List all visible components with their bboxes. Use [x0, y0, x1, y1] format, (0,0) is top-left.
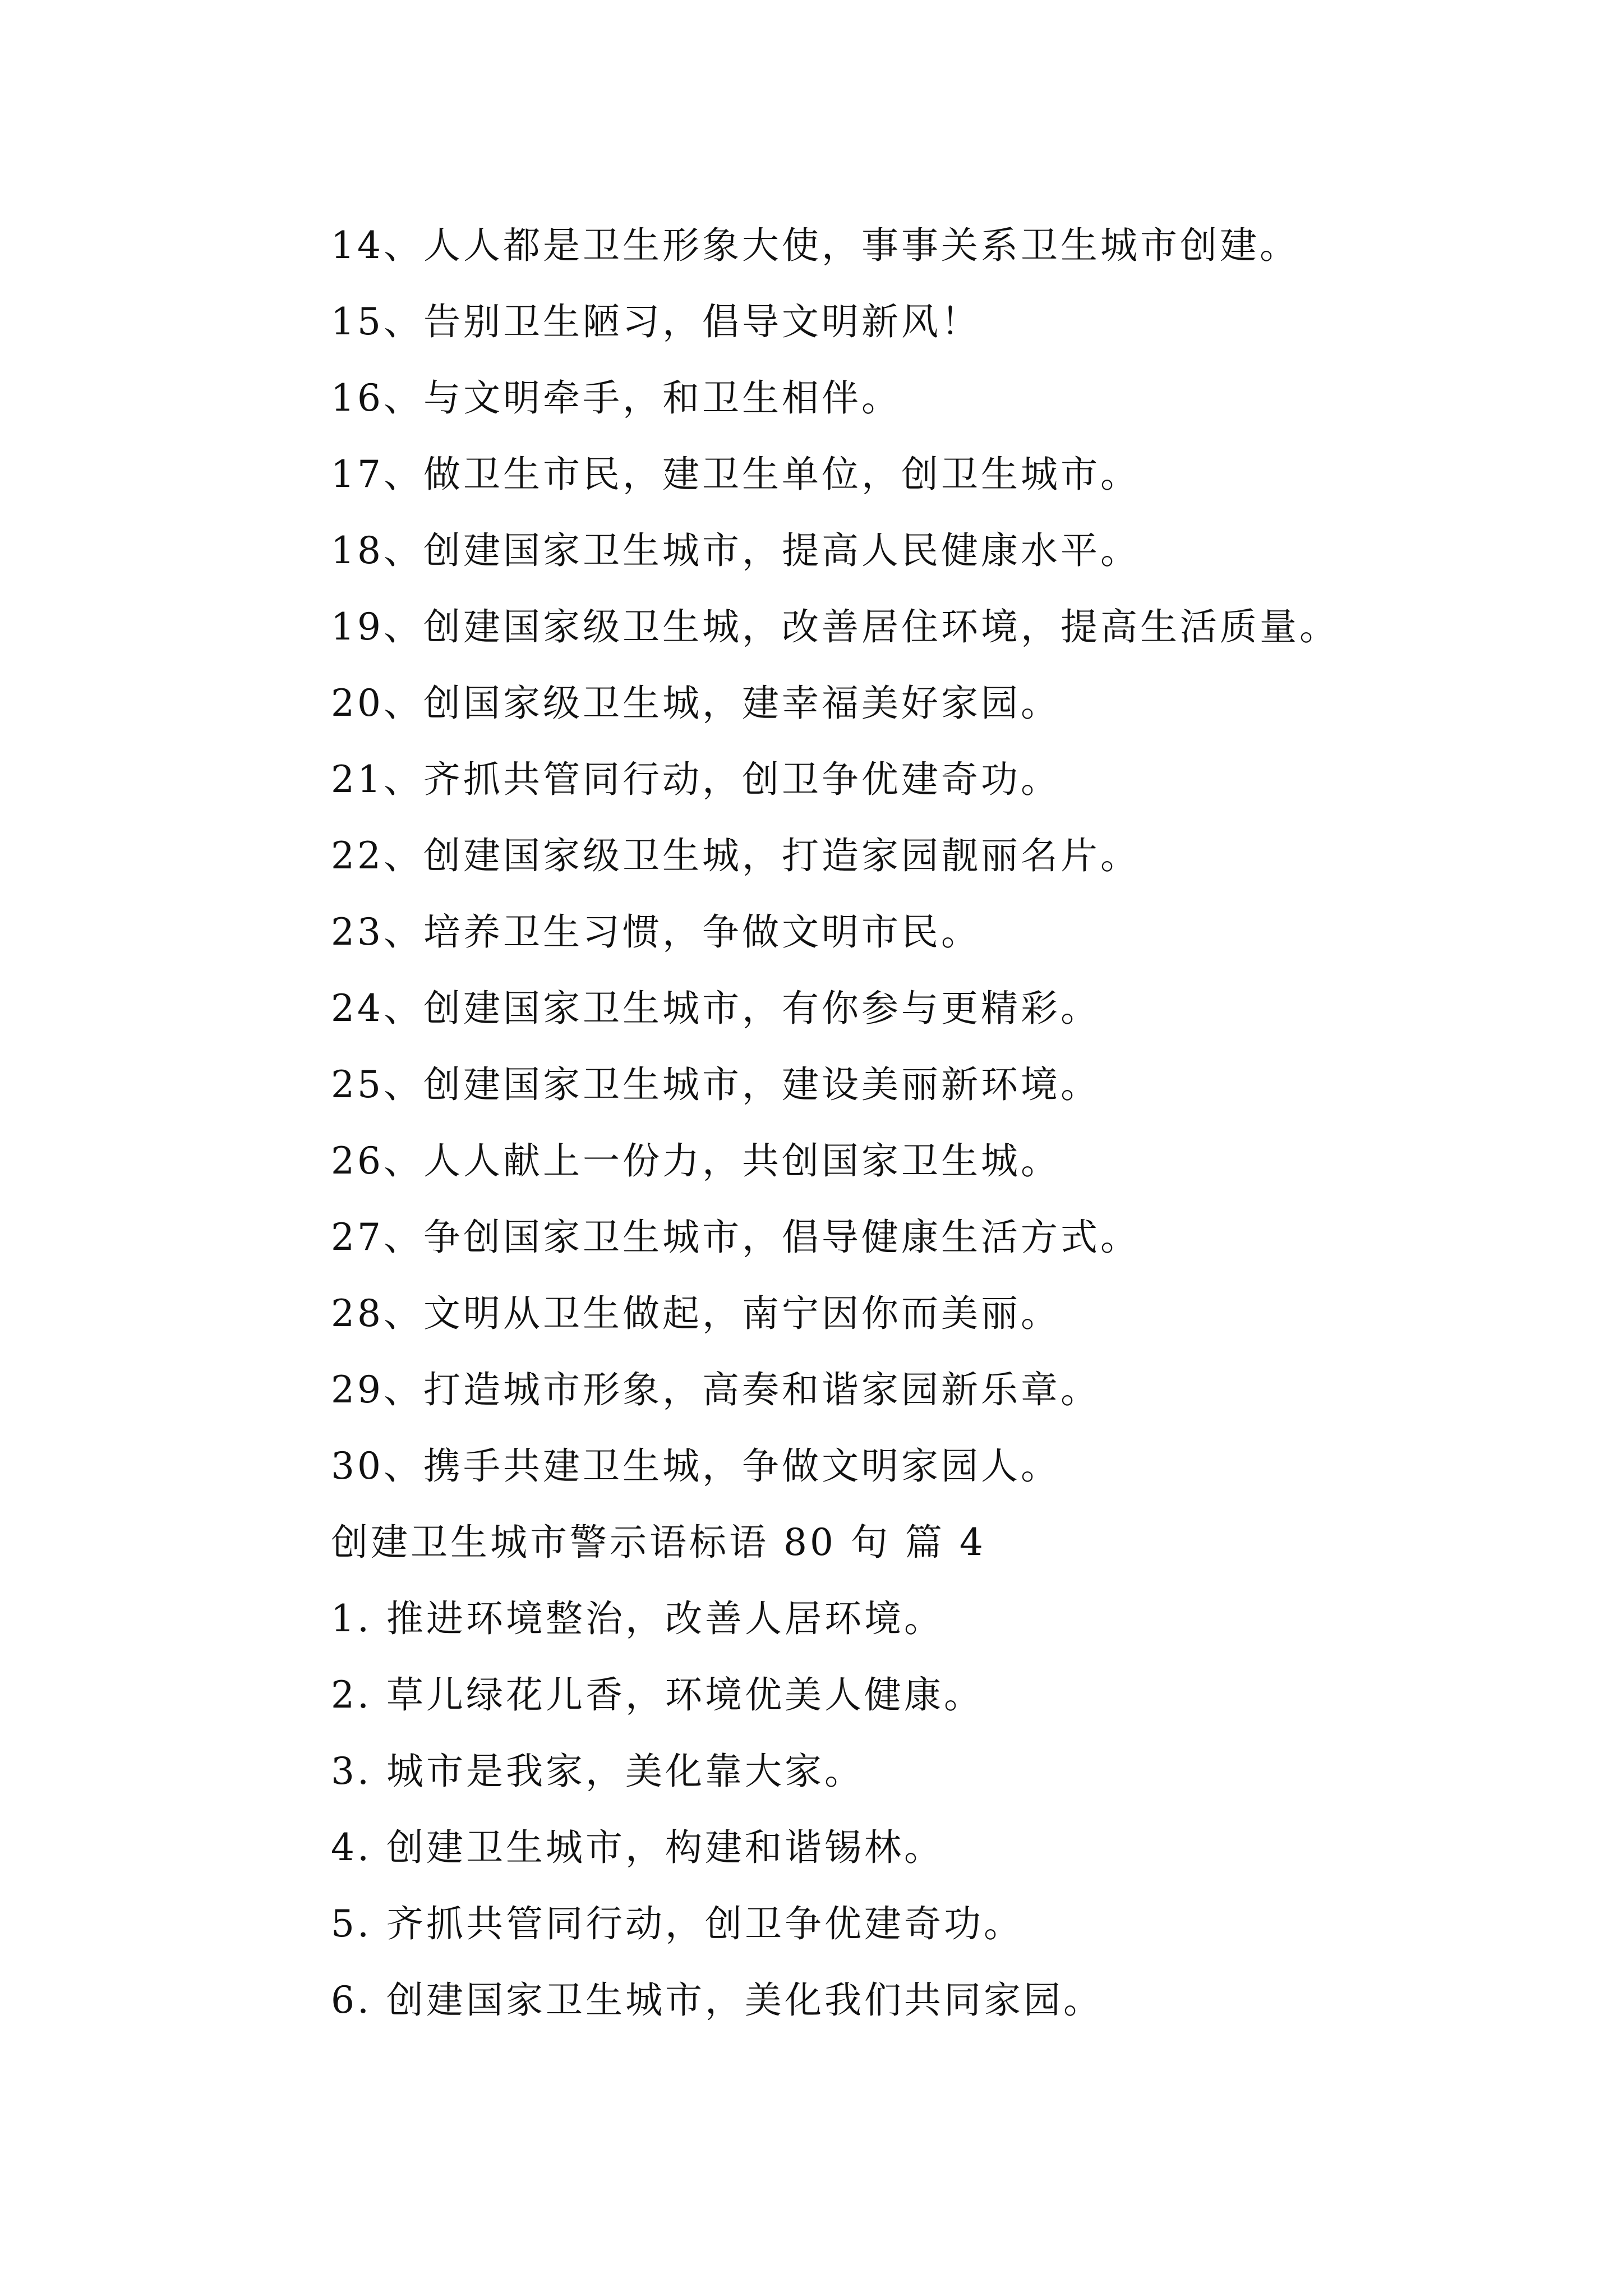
slogan-line: 1. 推进环境整治，改善人居环境。 [331, 1597, 944, 1640]
slogan-line: 2. 草儿绿花儿香，环境优美人健康。 [331, 1673, 984, 1717]
slogan-line: 19、创建国家级卫生城，改善居住环境，提高生活质量。 [331, 605, 1339, 648]
slogan-line: 23、培养卫生习惯，争做文明市民。 [331, 910, 981, 954]
slogan-line: 16、与文明牵手，和卫生相伴。 [331, 376, 901, 420]
slogan-line: 20、创国家级卫生城，建幸福美好家园。 [331, 682, 1061, 725]
section-heading: 创建卫生城市警示语标语 80 句 篇 4 [331, 1521, 986, 1564]
slogan-line: 3. 城市是我家，美化靠大家。 [331, 1750, 864, 1793]
slogan-line: 15、告别卫生陋习，倡导文明新风！ [331, 300, 981, 343]
slogan-line: 4. 创建卫生城市，构建和谐锡林。 [331, 1826, 944, 1869]
slogan-line: 5. 齐抓共管同行动，创卫争优建奇功。 [331, 1902, 1023, 1945]
slogan-line: 17、做卫生市民，建卫生单位，创卫生城市。 [331, 453, 1140, 496]
slogan-line: 28、文明从卫生做起，南宁因你而美丽。 [331, 1292, 1061, 1335]
slogan-line: 29、打造城市形象，高奏和谐家园新乐章。 [331, 1368, 1100, 1411]
slogan-line: 22、创建国家级卫生城，打造家园靓丽名片。 [331, 834, 1140, 877]
slogan-line: 30、携手共建卫生城，争做文明家园人。 [331, 1444, 1061, 1488]
slogan-line: 6. 创建国家卫生城市，美化我们共同家园。 [331, 1978, 1103, 2022]
slogan-line: 24、创建国家卫生城市，有你参与更精彩。 [331, 987, 1100, 1030]
slogan-line: 18、创建国家卫生城市，提高人民健康水平。 [331, 529, 1140, 572]
slogan-line: 14、人人都是卫生形象大使，事事关系卫生城市创建。 [331, 224, 1299, 267]
slogan-list [331, 208, 1520, 2039]
slogan-line: 21、齐抓共管同行动，创卫争优建奇功。 [331, 758, 1061, 801]
slogan-line: 25、创建国家卫生城市，建设美丽新环境。 [331, 1063, 1100, 1106]
slogan-line: 27、争创国家卫生城市，倡导健康生活方式。 [331, 1216, 1140, 1259]
slogan-line: 26、人人献上一份力，共创国家卫生城。 [331, 1139, 1061, 1182]
